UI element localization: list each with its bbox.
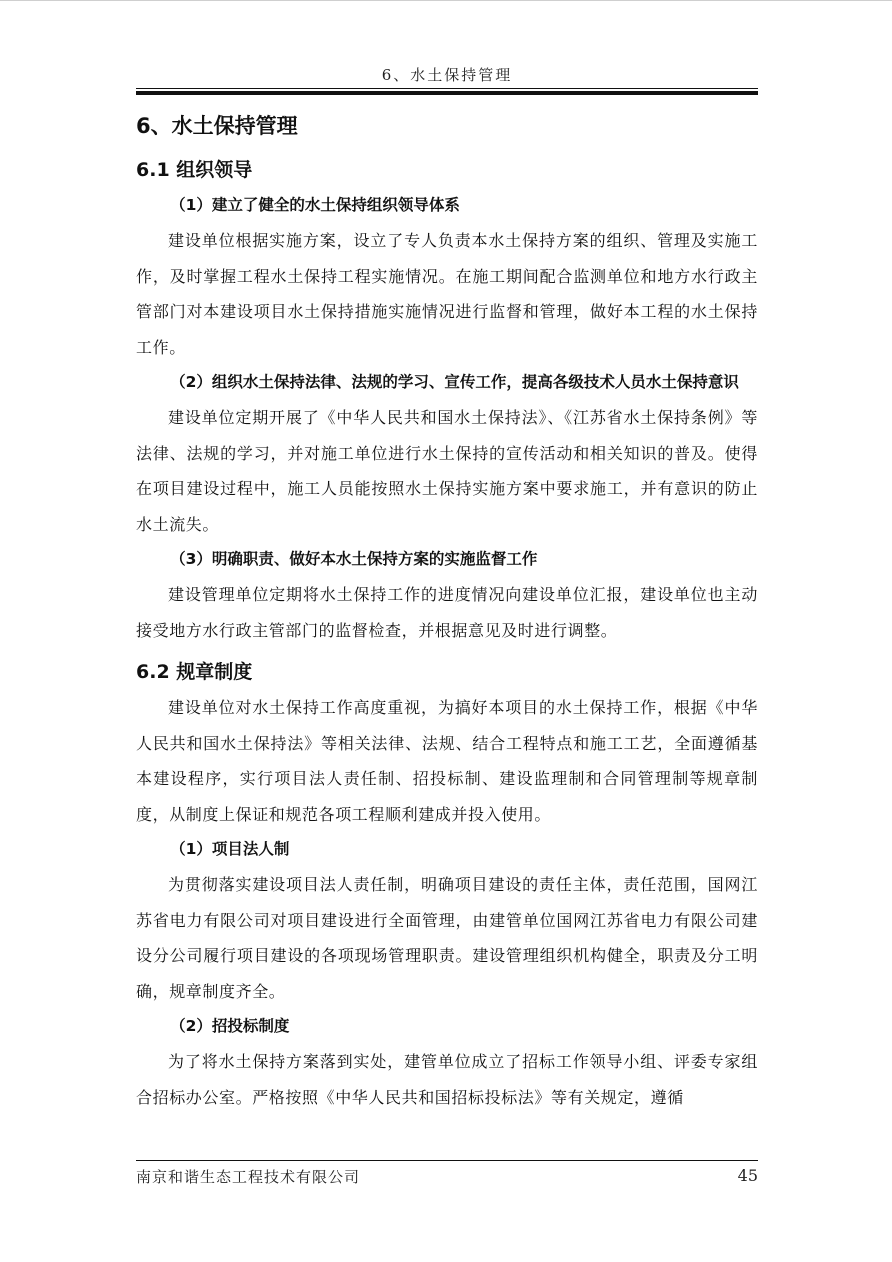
paragraph: 建设单位定期开展了《中华人民共和国水土保持法》、《江苏省水土保持条例》等法律、法规的学习，并对施工单位进行水土保持的宣传活动和相关知识的普及。使得在项目建设过程中，施工人员能按照水土保持实施方案中要求施工，并有意识的防止水土流失。 bbox=[136, 408, 758, 534]
paragraph: 为了将水土保持方案落到实处，建管单位成立了招标工作领导小组、评委专家组合招标办公室。严格按照《中华人民共和国招标投标法》等有关规定，遵循 bbox=[136, 1052, 758, 1107]
chapter-title: 6、水土保持管理 bbox=[136, 114, 298, 138]
subsection-heading: （1）项目法人制 bbox=[170, 840, 290, 858]
subsection-heading: （1）建立了健全的水土保持组织领导体系 bbox=[170, 196, 460, 214]
footer-company: 南京和谐生态工程技术有限公司 bbox=[136, 1168, 361, 1186]
footer-rule bbox=[136, 1160, 758, 1161]
paragraph: 建设管理单位定期将水土保持工作的进度情况向建设单位汇报，建设单位也主动接受地方水行政主管部门的监督检查，并根据意见及时进行调整。 bbox=[136, 585, 758, 640]
section-6-2-title: 6.2 规章制度 bbox=[136, 661, 253, 683]
top-border bbox=[0, 0, 892, 1]
subsection-heading: （3）明确职责、做好本水土保持方案的实施监督工作 bbox=[170, 550, 538, 568]
header-rule bbox=[136, 88, 758, 89]
subsection-heading: （2）组织水土保持法律、法规的学习、宣传工作，提高各级技术人员水土保持意识 bbox=[170, 373, 739, 391]
paragraph: 建设单位对水土保持工作高度重视，为搞好本项目的水土保持工作，根据《中华人民共和国水土保持法》等相关法律、法规、结合工程特点和施工工艺，全面遵循基本建设程序，实行项目法人责任制、招投标制、建设监理制和合同管理制等规章制度，从制度上保证和规范各项工程顺利建成并投入使用。 bbox=[136, 698, 758, 824]
paragraph: 建设单位根据实施方案，设立了专人负责本水土保持方案的组织、管理及实施工作，及时掌握工程水土保持工程实施情况。在施工期间配合监测单位和地方水行政主管部门对本建设项目水土保持措施实施情况进行监督和管理，做好本工程的水土保持工作。 bbox=[136, 231, 758, 357]
running-header: 6、水土保持管理 bbox=[381, 66, 513, 84]
page-number: 45 bbox=[737, 1166, 758, 1185]
subsection-heading: （2）招投标制度 bbox=[170, 1017, 290, 1035]
section-6-1-title: 6.1 组织领导 bbox=[136, 159, 253, 181]
page-body bbox=[136, 106, 758, 1115]
header-rule-thick bbox=[136, 91, 758, 95]
paragraph: 为贯彻落实建设项目法人责任制，明确项目建设的责任主体，责任范围，国网江苏省电力有限公司对项目建设进行全面管理，由建管单位国网江苏省电力有限公司建设分公司履行项目建设的各项现场管理职责。建设管理组织机构健全，职责及分工明确，规章制度齐全。 bbox=[136, 875, 758, 1001]
